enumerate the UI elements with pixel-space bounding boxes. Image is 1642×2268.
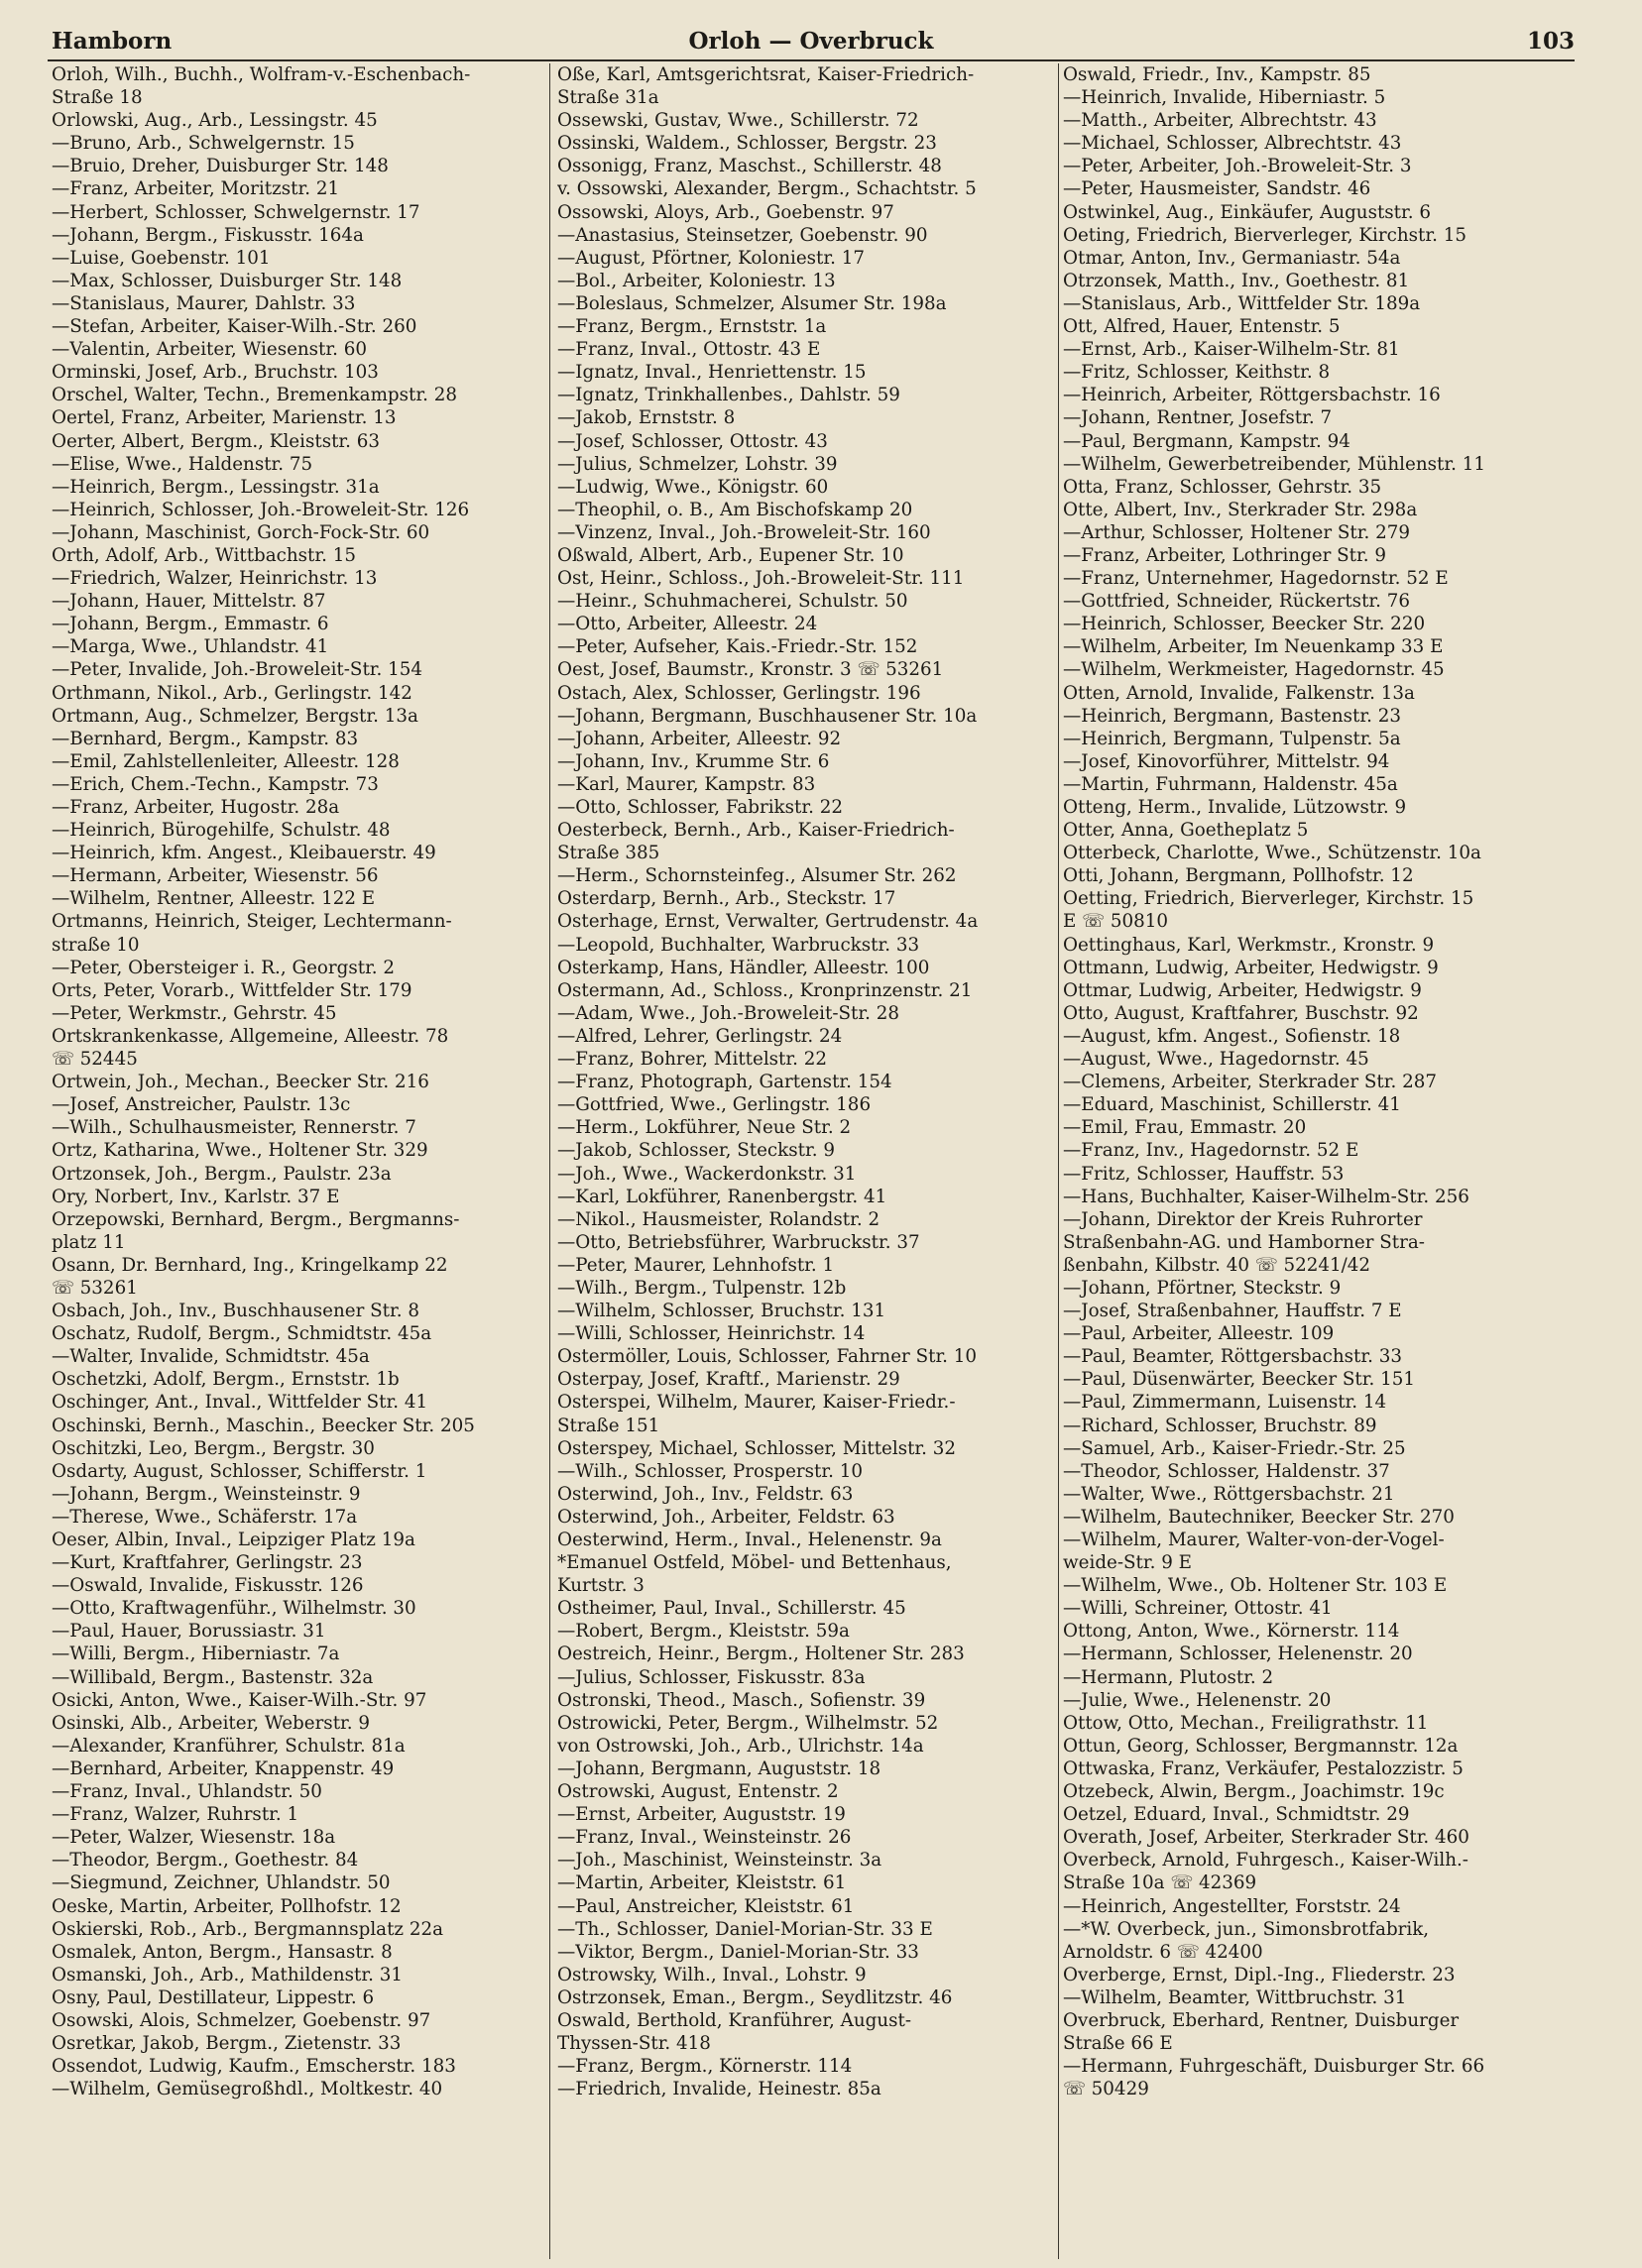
directory-entry: —Heinrich, Angestellter, Forststr. 24 bbox=[1063, 1895, 1401, 1917]
directory-entry: —Stefan, Arbeiter, Kaiser-Wilh.-Str. 260 bbox=[52, 316, 417, 338]
directory-entry: Oschitzki, Leo, Bergm., Bergstr. 30 bbox=[52, 1437, 375, 1459]
directory-entry: —Julius, Schlosser, Fiskusstr. 83a bbox=[557, 1666, 866, 1688]
directory-entry: Oßwald, Albert, Arb., Eupener Str. 10 bbox=[557, 544, 904, 566]
directory-entry: —Franz, Arbeiter, Moritzstr. 21 bbox=[52, 178, 340, 200]
directory-entry: Otta, Franz, Schlosser, Gehrstr. 35 bbox=[1063, 476, 1382, 498]
directory-entry: —Johann, Bergmann, Buschhausener Str. 10a bbox=[557, 705, 978, 727]
directory-entry: Ottmann, Ludwig, Arbeiter, Hedwigstr. 9 bbox=[1063, 957, 1439, 978]
directory-entry: —Franz, Bergm., Ernststr. 1a bbox=[557, 316, 827, 338]
directory-entry: —Elise, Wwe., Haldenstr. 75 bbox=[52, 453, 313, 475]
directory-entry: Osterdarp, Bernh., Arb., Steckstr. 17 bbox=[557, 888, 896, 910]
directory-entry: —Kurt, Kraftfahrer, Gerlingstr. 23 bbox=[52, 1552, 363, 1574]
directory-entry: —Ignatz, Trinkhallenbes., Dahlstr. 59 bbox=[557, 385, 900, 406]
directory-entry: Ory, Norbert, Inv., Karlstr. 37 E bbox=[52, 1186, 340, 1207]
directory-entry: —August, Pförtner, Koloniestr. 17 bbox=[557, 247, 865, 269]
directory-entry: Oschinski, Bernh., Maschin., Beecker Str. 205 bbox=[52, 1415, 475, 1436]
directory-entry: —Heinrich, kfm. Angest., Kleibauerstr. 49 bbox=[52, 843, 436, 864]
directory-entry: —Boleslaus, Schmelzer, Alsumer Str. 198a bbox=[557, 292, 947, 314]
directory-entry: Osbach, Joh., Inv., Buschhausener Str. 8 bbox=[52, 1301, 419, 1322]
directory-entry: —Franz, Arbeiter, Lothringer Str. 9 bbox=[1063, 544, 1387, 566]
page-number: 103 bbox=[1526, 28, 1575, 55]
directory-entry: Otter, Anna, Goetheplatz 5 bbox=[1063, 820, 1309, 842]
directory-entry: —Vinzenz, Inval., Joh.-Broweleit-Str. 160 bbox=[557, 521, 931, 543]
directory-column-2 bbox=[557, 63, 1055, 2259]
directory-entry: Orts, Peter, Vorarb., Wittfelder Str. 179 bbox=[52, 979, 412, 1001]
directory-entry: Osterspei, Wilhelm, Maurer, Kaiser-Friedr.- bbox=[557, 1392, 956, 1414]
directory-entry: —Josef, Schlosser, Ottostr. 43 bbox=[557, 430, 828, 452]
directory-entry: —Wilhelm, Beamter, Wittbruchstr. 31 bbox=[1063, 1986, 1407, 2008]
directory-entry: —Walter, Invalide, Schmidtstr. 45a bbox=[52, 1346, 370, 1368]
directory-entry: —Heinrich, Arbeiter, Röttgersbachstr. 16 bbox=[1063, 385, 1441, 406]
directory-entry: —Jakob, Ernststr. 8 bbox=[557, 407, 736, 429]
directory-entry: Orminski, Josef, Arb., Bruchstr. 103 bbox=[52, 362, 379, 384]
directory-entry: —Samuel, Arb., Kaiser-Friedr.-Str. 25 bbox=[1063, 1437, 1406, 1459]
directory-entry: —Bernhard, Arbeiter, Knappenstr. 49 bbox=[52, 1758, 395, 1779]
directory-entry: platz 11 bbox=[52, 1231, 126, 1253]
directory-entry: —Heinrich, Invalide, Hiberniastr. 5 bbox=[1063, 87, 1386, 109]
directory-entry: weide-Str. 9 E bbox=[1063, 1552, 1193, 1574]
directory-entry: Straße 151 bbox=[557, 1415, 660, 1436]
directory-entry: —Hermann, Plutostr. 2 bbox=[1063, 1666, 1274, 1688]
directory-entry: Ostrowsky, Wilh., Inval., Lohstr. 9 bbox=[557, 1964, 867, 1985]
directory-entry: —Martin, Fuhrmann, Haldenstr. 45a bbox=[1063, 773, 1398, 795]
directory-entry: —Franz, Unternehmer, Hagedornstr. 52 E bbox=[1063, 568, 1449, 590]
directory-entry: —Theophil, o. B., Am Bischofskamp 20 bbox=[557, 499, 913, 520]
directory-entry: —Theodor, Schlosser, Haldenstr. 37 bbox=[1063, 1460, 1390, 1482]
directory-entry: —Heinrich, Bergmann, Bastenstr. 23 bbox=[1063, 705, 1401, 727]
directory-entry: —Herm., Lokführer, Neue Str. 2 bbox=[557, 1117, 852, 1139]
directory-entry: —Peter, Maurer, Lehnhofstr. 1 bbox=[557, 1254, 835, 1276]
directory-entry: —Heinrich, Schlosser, Beecker Str. 220 bbox=[1063, 614, 1426, 635]
directory-entry: —Peter, Invalide, Joh.-Broweleit-Str. 154 bbox=[52, 659, 423, 681]
directory-entry: Osretkar, Jakob, Bergm., Zietenstr. 33 bbox=[52, 2033, 402, 2055]
directory-entry: —Johann, Bergm., Emmastr. 6 bbox=[52, 614, 329, 635]
directory-entry: Ostwinkel, Aug., Einkäufer, Auguststr. 6 bbox=[1063, 201, 1432, 223]
directory-entry: —Johann, Bergm., Weinsteinstr. 9 bbox=[52, 1483, 361, 1505]
directory-entry: Oestreich, Heinr., Bergm., Holtener Str. 283 bbox=[557, 1644, 965, 1665]
directory-entry: Straße 385 bbox=[557, 843, 660, 864]
directory-entry: Ottun, Georg, Schlosser, Bergmannstr. 12a bbox=[1063, 1735, 1459, 1757]
directory-entry: —Franz, Inval., Weinsteinstr. 26 bbox=[557, 1827, 852, 1849]
directory-entry: Orthmann, Nikol., Arb., Gerlingstr. 142 bbox=[52, 682, 412, 704]
directory-entry: —Alfred, Lehrer, Gerlingstr. 24 bbox=[557, 1025, 843, 1047]
directory-entry: Osicki, Anton, Wwe., Kaiser-Wilh.-Str. 97 bbox=[52, 1689, 427, 1711]
directory-entry: —Paul, Anstreicher, Kleiststr. 61 bbox=[557, 1895, 855, 1917]
directory-entry: Osterwind, Joh., Arbeiter, Feldstr. 63 bbox=[557, 1506, 895, 1528]
directory-entry: ☏ 50429 bbox=[1063, 2079, 1149, 2100]
directory-entry: —Johann, Arbeiter, Alleestr. 92 bbox=[557, 728, 842, 749]
directory-entry: —Peter, Arbeiter, Joh.-Broweleit-Str. 3 bbox=[1063, 156, 1412, 177]
directory-entry: Ossewski, Gustav, Wwe., Schillerstr. 72 bbox=[557, 110, 919, 132]
directory-entry: —Herm., Schornsteinfeg., Alsumer Str. 262 bbox=[557, 865, 957, 887]
directory-entry: Ottow, Otto, Mechan., Freiligrathstr. 11 bbox=[1063, 1712, 1429, 1734]
directory-entry: Overberge, Ernst, Dipl.-Ing., Fliederstr. 23 bbox=[1063, 1964, 1456, 1985]
directory-entry: —Paul, Hauer, Borussiastr. 31 bbox=[52, 1621, 326, 1643]
directory-entry: Ossonigg, Franz, Maschst., Schillerstr. 48 bbox=[557, 156, 942, 177]
directory-entry: —Paul, Düsenwärter, Beecker Str. 151 bbox=[1063, 1369, 1415, 1391]
directory-entry: —Franz, Bohrer, Mittelstr. 22 bbox=[557, 1049, 828, 1071]
directory-entry: —Franz, Inval., Uhlandstr. 50 bbox=[52, 1781, 322, 1803]
directory-entry: Orlowski, Aug., Arb., Lessingstr. 45 bbox=[52, 110, 378, 132]
directory-entry: Oswald, Friedr., Inv., Kampstr. 85 bbox=[1063, 64, 1371, 85]
directory-entry: Oße, Karl, Amtsgerichtsrat, Kaiser-Friedrich- bbox=[557, 64, 975, 85]
directory-entry: v. Ossowski, Alexander, Bergm., Schachtstr. 5 bbox=[557, 178, 977, 200]
directory-entry: —Wilhelm, Schlosser, Bruchstr. 131 bbox=[557, 1301, 886, 1322]
directory-entry: Ottwaska, Franz, Verkäufer, Pestalozzistr. 5 bbox=[1063, 1758, 1464, 1779]
directory-entry: Ortz, Katharina, Wwe., Holtener Str. 329 bbox=[52, 1140, 428, 1162]
directory-entry: Oesterbeck, Bernh., Arb., Kaiser-Friedrich- bbox=[557, 820, 955, 842]
directory-entry: —Johann, Inv., Krumme Str. 6 bbox=[557, 750, 830, 772]
directory-entry: von Ostrowski, Joh., Arb., Ulrichstr. 14a bbox=[557, 1735, 924, 1757]
directory-entry: —August, Wwe., Hagedornstr. 45 bbox=[1063, 1049, 1369, 1071]
directory-entry: —Paul, Arbeiter, Alleestr. 109 bbox=[1063, 1323, 1335, 1345]
directory-entry: Straße 66 E bbox=[1063, 2033, 1173, 2055]
directory-entry: Ostermann, Ad., Schloss., Kronprinzenstr. 21 bbox=[557, 979, 973, 1001]
directory-entry: Ortmanns, Heinrich, Steiger, Lechtermann- bbox=[52, 911, 452, 933]
directory-entry: Ost, Heinr., Schloss., Joh.-Broweleit-Str. 111 bbox=[557, 568, 965, 590]
directory-entry: Ott, Alfred, Hauer, Entenstr. 5 bbox=[1063, 316, 1341, 338]
directory-entry: —Therese, Wwe., Schäferstr. 17a bbox=[52, 1506, 358, 1528]
directory-entry: Osterspey, Michael, Schlosser, Mittelstr. 32 bbox=[557, 1437, 957, 1459]
directory-entry: —August, kfm. Angest., Sofienstr. 18 bbox=[1063, 1025, 1401, 1047]
directory-entry: Ortzonsek, Joh., Bergm., Paulstr. 23a bbox=[52, 1163, 392, 1185]
directory-entry: —Erich, Chem.-Techn., Kampstr. 73 bbox=[52, 773, 379, 795]
directory-entry: —Otto, Arbeiter, Alleestr. 24 bbox=[557, 614, 818, 635]
directory-entry: —Oswald, Invalide, Fiskusstr. 126 bbox=[52, 1575, 364, 1597]
directory-entry: Ottmar, Ludwig, Arbeiter, Hedwigstr. 9 bbox=[1063, 979, 1422, 1001]
directory-entry: —Willibald, Bergm., Bastenstr. 32a bbox=[52, 1666, 374, 1688]
directory-entry: —Bernhard, Bergm., Kampstr. 83 bbox=[52, 728, 359, 749]
directory-entry: —Stanislaus, Maurer, Dahlstr. 33 bbox=[52, 292, 356, 314]
directory-entry: —Peter, Werkmstr., Gehrstr. 45 bbox=[52, 1002, 337, 1024]
directory-entry: Otterbeck, Charlotte, Wwe., Schützenstr. 10a bbox=[1063, 843, 1481, 864]
directory-entry: Osinski, Alb., Arbeiter, Weberstr. 9 bbox=[52, 1712, 371, 1734]
column-divider bbox=[1058, 63, 1059, 2259]
directory-entry: Osterhage, Ernst, Verwalter, Gertrudenstr. 4a bbox=[557, 911, 979, 933]
directory-entry: Oetting, Friedrich, Bierverleger, Kirchstr. 15 bbox=[1063, 888, 1474, 910]
directory-entry: —Franz, Photograph, Gartenstr. 154 bbox=[557, 1072, 892, 1093]
directory-entry: —Otto, Schlosser, Fabrikstr. 22 bbox=[557, 797, 843, 818]
directory-entry: Osterkamp, Hans, Händler, Alleestr. 100 bbox=[557, 957, 930, 978]
directory-entry: —Karl, Lokführer, Ranenbergstr. 41 bbox=[557, 1186, 887, 1207]
directory-entry: —Willi, Schlosser, Heinrichstr. 14 bbox=[557, 1323, 866, 1345]
directory-entry: Otto, August, Kraftfahrer, Buschstr. 92 bbox=[1063, 1002, 1419, 1024]
directory-entry: Oeting, Friedrich, Bierverleger, Kirchstr. 15 bbox=[1063, 224, 1466, 246]
directory-entry: Osny, Paul, Destillateur, Lippestr. 6 bbox=[52, 1986, 375, 2008]
directory-entry: —Hermann, Arbeiter, Wiesenstr. 56 bbox=[52, 865, 379, 887]
directory-entry: —Jakob, Schlosser, Steckstr. 9 bbox=[557, 1140, 835, 1162]
directory-entry: Oetzel, Eduard, Inval., Schmidtstr. 29 bbox=[1063, 1804, 1410, 1826]
directory-entry: —Herbert, Schlosser, Schwelgernstr. 17 bbox=[52, 201, 420, 223]
page-header bbox=[48, 24, 1575, 61]
directory-entry: —Willi, Bergm., Hiberniastr. 7a bbox=[52, 1644, 340, 1665]
directory-entry: —Arthur, Schlosser, Holtener Str. 279 bbox=[1063, 521, 1411, 543]
directory-entry: —Max, Schlosser, Duisburger Str. 148 bbox=[52, 270, 403, 291]
directory-entry: Oswald, Berthold, Kranführer, August- bbox=[557, 2009, 912, 2031]
directory-entry: Overbruck, Eberhard, Rentner, Duisburger bbox=[1063, 2009, 1460, 2031]
directory-entry: Straße 31a bbox=[557, 87, 659, 109]
directory-entry: —Robert, Bergm., Kleiststr. 59a bbox=[557, 1621, 850, 1643]
directory-entry: Thyssen-Str. 418 bbox=[557, 2033, 711, 2055]
directory-entry: Overath, Josef, Arbeiter, Sterkrader Str. 460 bbox=[1063, 1827, 1469, 1849]
directory-entry: —Theodor, Bergm., Goethestr. 84 bbox=[52, 1850, 359, 1871]
directory-entry: —Richard, Schlosser, Bruchstr. 89 bbox=[1063, 1415, 1377, 1436]
directory-entry: —Josef, Kinovorführer, Mittelstr. 94 bbox=[1063, 750, 1390, 772]
directory-entry: —Heinrich, Bergmann, Tulpenstr. 5a bbox=[1063, 728, 1401, 749]
directory-entry: —Ludwig, Wwe., Königstr. 60 bbox=[557, 476, 829, 498]
directory-entry: —Bruno, Arb., Schwelgernstr. 15 bbox=[52, 133, 355, 155]
directory-entry: Oschetzki, Adolf, Bergm., Ernststr. 1b bbox=[52, 1369, 400, 1391]
directory-entry: —Hans, Buchhalter, Kaiser-Wilhelm-Str. 256 bbox=[1063, 1186, 1469, 1207]
directory-entry: —Wilh., Schlosser, Prosperstr. 10 bbox=[557, 1460, 864, 1482]
directory-entry: —Michael, Schlosser, Albrechtstr. 43 bbox=[1063, 133, 1402, 155]
directory-entry: —Luise, Goebenstr. 101 bbox=[52, 247, 271, 269]
directory-entry: Otteng, Herm., Invalide, Lützowstr. 9 bbox=[1063, 797, 1407, 818]
directory-entry: —Josef, Straßenbahner, Hauffstr. 7 E bbox=[1063, 1301, 1402, 1322]
directory-column-1 bbox=[52, 63, 542, 2259]
directory-entry: —Franz, Bergm., Körnerstr. 114 bbox=[557, 2056, 853, 2078]
directory-entry: Orschel, Walter, Techn., Bremenkampstr. 28 bbox=[52, 385, 457, 406]
directory-entry: —Paul, Zimmermann, Luisenstr. 14 bbox=[1063, 1392, 1387, 1414]
directory-entry: Oesterwind, Herm., Inval., Helenenstr. 9a bbox=[557, 1530, 942, 1550]
directory-entry: —Otto, Betriebsführer, Warbruckstr. 37 bbox=[557, 1231, 920, 1253]
directory-entry: —Heinrich, Bürogehilfe, Schulstr. 48 bbox=[52, 820, 391, 842]
directory-entry: —Bruio, Dreher, Duisburger Str. 148 bbox=[52, 156, 389, 177]
directory-entry: Osann, Dr. Bernhard, Ing., Kringelkamp 22 bbox=[52, 1254, 448, 1276]
directory-entry: Oertel, Franz, Arbeiter, Marienstr. 13 bbox=[52, 407, 397, 429]
directory-entry: —Eduard, Maschinist, Schillerstr. 41 bbox=[1063, 1094, 1401, 1116]
directory-entry: Otmar, Anton, Inv., Germaniastr. 54a bbox=[1063, 247, 1401, 269]
directory-entry: —Friedrich, Invalide, Heinestr. 85a bbox=[557, 2079, 881, 2100]
directory-entry: —Valentin, Arbeiter, Wiesenstr. 60 bbox=[52, 339, 368, 361]
directory-entry: —Peter, Obersteiger i. R., Georgstr. 2 bbox=[52, 957, 396, 978]
directory-entry: straße 10 bbox=[52, 934, 140, 956]
directory-entry: Arnoldstr. 6 ☏ 42400 bbox=[1063, 1941, 1263, 1963]
directory-entry: —Martin, Arbeiter, Kleiststr. 61 bbox=[557, 1872, 847, 1894]
directory-entry: —Nikol., Hausmeister, Rolandstr. 2 bbox=[557, 1208, 880, 1230]
directory-entry: Straße 10a ☏ 42369 bbox=[1063, 1872, 1257, 1894]
directory-entry: Otti, Johann, Bergmann, Pollhofstr. 12 bbox=[1063, 865, 1414, 887]
directory-entry: Ostrowicki, Peter, Bergm., Wilhelmstr. 52 bbox=[557, 1712, 939, 1734]
directory-entry: —Viktor, Bergm., Daniel-Morian-Str. 33 bbox=[557, 1941, 919, 1963]
directory-entry: —Johann, Bergm., Fiskusstr. 164a bbox=[52, 224, 364, 246]
directory-entry: —Johann, Maschinist, Gorch-Fock-Str. 60 bbox=[52, 521, 430, 543]
directory-entry: Osdarty, August, Schlosser, Schifferstr. 1 bbox=[52, 1460, 427, 1482]
directory-entry: —Wilh., Bergm., Tulpenstr. 12b bbox=[557, 1277, 847, 1299]
directory-entry: —Ernst, Arbeiter, Auguststr. 19 bbox=[557, 1804, 846, 1826]
directory-entry: Ortskrankenkasse, Allgemeine, Alleestr. 78 bbox=[52, 1025, 449, 1047]
directory-column-3 bbox=[1063, 63, 1588, 2259]
directory-entry: —Wilhelm, Wwe., Ob. Holtener Str. 103 E bbox=[1063, 1575, 1448, 1597]
directory-entry: —Johann, Pförtner, Steckstr. 9 bbox=[1063, 1277, 1342, 1299]
running-head-range: Orloh — Overbruck bbox=[688, 28, 934, 55]
directory-entry: —Wilhelm, Gemüsegroßhdl., Moltkestr. 40 bbox=[52, 2079, 443, 2100]
directory-entry: Orloh, Wilh., Buchh., Wolfram-v.-Eschenbach- bbox=[52, 64, 471, 85]
directory-entry: —Willi, Schreiner, Ottostr. 41 bbox=[1063, 1598, 1333, 1620]
directory-entry: —Peter, Hausmeister, Sandstr. 46 bbox=[1063, 178, 1371, 200]
directory-entry: Oskierski, Rob., Arb., Bergmannsplatz 22a bbox=[52, 1918, 444, 1940]
directory-entry: Ossinski, Waldem., Schlosser, Bergstr. 23 bbox=[557, 133, 937, 155]
directory-entry: Overbeck, Arnold, Fuhrgesch., Kaiser-Wilh.- bbox=[1063, 1850, 1468, 1871]
directory-entry: —Gottfried, Schneider, Rückertstr. 76 bbox=[1063, 591, 1411, 613]
directory-entry: Ostheimer, Paul, Inval., Schillerstr. 45 bbox=[557, 1598, 906, 1620]
directory-entry: —Johann, Direktor der Kreis Ruhrorter bbox=[1063, 1208, 1423, 1230]
directory-entry: —Franz, Walzer, Ruhrstr. 1 bbox=[52, 1804, 299, 1826]
directory-entry: —Wilhelm, Gewerbetreibender, Mühlenstr. 11 bbox=[1063, 453, 1485, 475]
directory-entry: —Adam, Wwe., Joh.-Broweleit-Str. 28 bbox=[557, 1002, 899, 1024]
directory-entry: Osterpay, Josef, Kraftf., Marienstr. 29 bbox=[557, 1369, 900, 1391]
directory-entry: Straßenbahn-AG. und Hamborner Stra- bbox=[1063, 1231, 1425, 1253]
directory-entry: —Heinrich, Bergm., Lessingstr. 31a bbox=[52, 476, 380, 498]
column-divider bbox=[549, 63, 550, 2259]
directory-entry: —Alexander, Kranführer, Schulstr. 81a bbox=[52, 1735, 406, 1757]
directory-entry: —Siegmund, Zeichner, Uhlandstr. 50 bbox=[52, 1872, 391, 1894]
directory-entry: Orth, Adolf, Arb., Wittbachstr. 15 bbox=[52, 544, 357, 566]
directory-entry: —Otto, Kraftwagenführ., Wilhelmstr. 30 bbox=[52, 1598, 416, 1620]
directory-entry: —Friedrich, Walzer, Heinrichstr. 13 bbox=[52, 568, 378, 590]
directory-entry: *Emanuel Ostfeld, Möbel- und Bettenhaus, bbox=[557, 1552, 952, 1574]
directory-entry: —Peter, Aufseher, Kais.-Friedr.-Str. 152 bbox=[557, 636, 918, 658]
directory-entry: Osmanski, Joh., Arb., Mathildenstr. 31 bbox=[52, 1964, 403, 1985]
directory-entry: —Stanislaus, Arb., Wittfelder Str. 189a bbox=[1063, 292, 1421, 314]
directory-entry: —Wilhelm, Bautechniker, Beecker Str. 270 bbox=[1063, 1506, 1455, 1528]
directory-entry: —Wilh., Schulhausmeister, Rennerstr. 7 bbox=[52, 1117, 416, 1139]
directory-entry: Straße 18 bbox=[52, 87, 143, 109]
directory-entry: —Wilhelm, Werkmeister, Hagedornstr. 45 bbox=[1063, 659, 1445, 681]
directory-entry: —Paul, Beamter, Röttgersbachstr. 33 bbox=[1063, 1346, 1402, 1368]
directory-entry: —Heinrich, Schlosser, Joh.-Broweleit-Str. 126 bbox=[52, 499, 470, 520]
directory-entry: —Johann, Bergmann, Auguststr. 18 bbox=[557, 1758, 881, 1779]
directory-entry: —Hermann, Fuhrgeschäft, Duisburger Str. 66 bbox=[1063, 2056, 1485, 2078]
directory-entry: —Anastasius, Steinsetzer, Goebenstr. 90 bbox=[557, 224, 928, 246]
directory-entry: —Karl, Maurer, Kampstr. 83 bbox=[557, 773, 816, 795]
directory-entry: Oest, Josef, Baumstr., Kronstr. 3 ☏ 53261 bbox=[557, 659, 944, 681]
directory-entry: Ossowski, Aloys, Arb., Goebenstr. 97 bbox=[557, 201, 894, 223]
directory-entry: —Julius, Schmelzer, Lohstr. 39 bbox=[557, 453, 838, 475]
directory-entry: Ostrzonsek, Eman., Bergm., Seydlitzstr. 46 bbox=[557, 1986, 953, 2008]
directory-entry: Otte, Albert, Inv., Sterkrader Str. 298a bbox=[1063, 499, 1418, 520]
directory-entry: —Ernst, Arb., Kaiser-Wilhelm-Str. 81 bbox=[1063, 339, 1400, 361]
directory-entry: Oettinghaus, Karl, Werkmstr., Kronstr. 9 bbox=[1063, 934, 1435, 956]
directory-entry: —Matth., Arbeiter, Albrechtstr. 43 bbox=[1063, 110, 1377, 132]
directory-entry: Kurtstr. 3 bbox=[557, 1575, 645, 1597]
directory-entry: —Wilhelm, Rentner, Alleestr. 122 E bbox=[52, 888, 376, 910]
directory-entry: Orzepowski, Bernhard, Bergm., Bergmanns- bbox=[52, 1208, 460, 1230]
directory-entry: —Heinr., Schuhmacherei, Schulstr. 50 bbox=[557, 591, 908, 613]
directory-entry: —Josef, Anstreicher, Paulstr. 13c bbox=[52, 1094, 351, 1116]
directory-entry: Oschatz, Rudolf, Bergm., Schmidtstr. 45a bbox=[52, 1323, 432, 1345]
directory-entry: Ottong, Anton, Wwe., Körnerstr. 114 bbox=[1063, 1621, 1400, 1643]
directory-entry: —Gottfried, Wwe., Gerlingstr. 186 bbox=[557, 1094, 872, 1116]
directory-entry: —Fritz, Schlosser, Keithstr. 8 bbox=[1063, 362, 1331, 384]
directory-entry: Osowski, Alois, Schmelzer, Goebenstr. 97 bbox=[52, 2009, 431, 2031]
directory-entry: Otrzonsek, Matth., Inv., Goethestr. 81 bbox=[1063, 270, 1410, 291]
directory-entry: Ortmann, Aug., Schmelzer, Bergstr. 13a bbox=[52, 705, 418, 727]
directory-entry: —Hermann, Schlosser, Helenenstr. 20 bbox=[1063, 1644, 1413, 1665]
directory-entry: Ostronski, Theod., Masch., Sofienstr. 39 bbox=[557, 1689, 926, 1711]
directory-entry: —Clemens, Arbeiter, Sterkrader Str. 287 bbox=[1063, 1072, 1438, 1093]
directory-entry: —Johann, Rentner, Josefstr. 7 bbox=[1063, 407, 1333, 429]
directory-entry: —Franz, Arbeiter, Hugostr. 28a bbox=[52, 797, 340, 818]
directory-entry: Oeser, Albin, Inval., Leipziger Platz 19a bbox=[52, 1530, 415, 1550]
directory-entry: ßenbahn, Kilbstr. 40 ☏ 52241/42 bbox=[1063, 1254, 1371, 1276]
directory-entry: —Marga, Wwe., Uhlandstr. 41 bbox=[52, 636, 329, 658]
directory-entry: —Paul, Bergmann, Kampstr. 94 bbox=[1063, 430, 1350, 452]
directory-entry: —Th., Schlosser, Daniel-Morian-Str. 33 E bbox=[557, 1918, 933, 1940]
directory-entry: —Peter, Walzer, Wiesenstr. 18a bbox=[52, 1827, 336, 1849]
directory-entry: —Joh., Maschinist, Weinsteinstr. 3a bbox=[557, 1850, 882, 1871]
directory-entry: Oschinger, Ant., Inval., Wittfelder Str. 41 bbox=[52, 1392, 428, 1414]
directory-entry: Ostach, Alex, Schlosser, Gerlingstr. 196 bbox=[557, 682, 921, 704]
directory-entry: Osterwind, Joh., Inv., Feldstr. 63 bbox=[557, 1483, 854, 1505]
directory-entry: —Franz, Inv., Hagedornstr. 52 E bbox=[1063, 1140, 1359, 1162]
directory-entry: Otten, Arnold, Invalide, Falkenstr. 13a bbox=[1063, 682, 1415, 704]
directory-entry: E ☏ 50810 bbox=[1063, 911, 1168, 933]
directory-entry: Ortwein, Joh., Mechan., Beecker Str. 216 bbox=[52, 1072, 429, 1093]
directory-entry: Ostermöller, Louis, Schlosser, Fahrner Str. 10 bbox=[557, 1346, 978, 1368]
directory-entry: —Julie, Wwe., Helenenstr. 20 bbox=[1063, 1689, 1332, 1711]
directory-entry: —Franz, Inval., Ottostr. 43 E bbox=[557, 339, 821, 361]
directory-entry: Oeske, Martin, Arbeiter, Pollhofstr. 12 bbox=[52, 1895, 402, 1917]
directory-entry: —Johann, Hauer, Mittelstr. 87 bbox=[52, 591, 326, 613]
running-head-town: Hamborn bbox=[52, 28, 173, 55]
directory-entry: —Emil, Zahlstellenleiter, Alleestr. 128 bbox=[52, 750, 400, 772]
directory-entry: —*W. Overbeck, jun., Simonsbrotfabrik, bbox=[1063, 1918, 1430, 1940]
directory-entry: —Emil, Frau, Emmastr. 20 bbox=[1063, 1117, 1307, 1139]
directory-entry: Ostrowski, August, Entenstr. 2 bbox=[557, 1781, 839, 1803]
directory-entry: Otzebeck, Alwin, Bergm., Joachimstr. 19c bbox=[1063, 1781, 1445, 1803]
directory-entry: Osmalek, Anton, Bergm., Hansastr. 8 bbox=[52, 1941, 393, 1963]
directory-entry: —Wilhelm, Arbeiter, Im Neuenkamp 33 E bbox=[1063, 636, 1444, 658]
directory-entry: —Joh., Wwe., Wackerdonkstr. 31 bbox=[557, 1163, 857, 1185]
directory-entry: ☏ 52445 bbox=[52, 1049, 138, 1071]
directory-entry: —Leopold, Buchhalter, Warbruckstr. 33 bbox=[557, 934, 920, 956]
directory-entry: Ossendot, Ludwig, Kaufm., Emscherstr. 183 bbox=[52, 2056, 456, 2078]
directory-entry: —Fritz, Schlosser, Hauffstr. 53 bbox=[1063, 1163, 1345, 1185]
directory-entry: ☏ 53261 bbox=[52, 1277, 138, 1299]
directory-entry: Oerter, Albert, Bergm., Kleiststr. 63 bbox=[52, 430, 381, 452]
directory-entry: —Bol., Arbeiter, Koloniestr. 13 bbox=[557, 270, 836, 291]
directory-entry: —Walter, Wwe., Röttgersbachstr. 21 bbox=[1063, 1483, 1395, 1505]
directory-entry: —Ignatz, Inval., Henriettenstr. 15 bbox=[557, 362, 867, 384]
directory-entry: —Wilhelm, Maurer, Walter-von-der-Vogel- bbox=[1063, 1530, 1445, 1550]
